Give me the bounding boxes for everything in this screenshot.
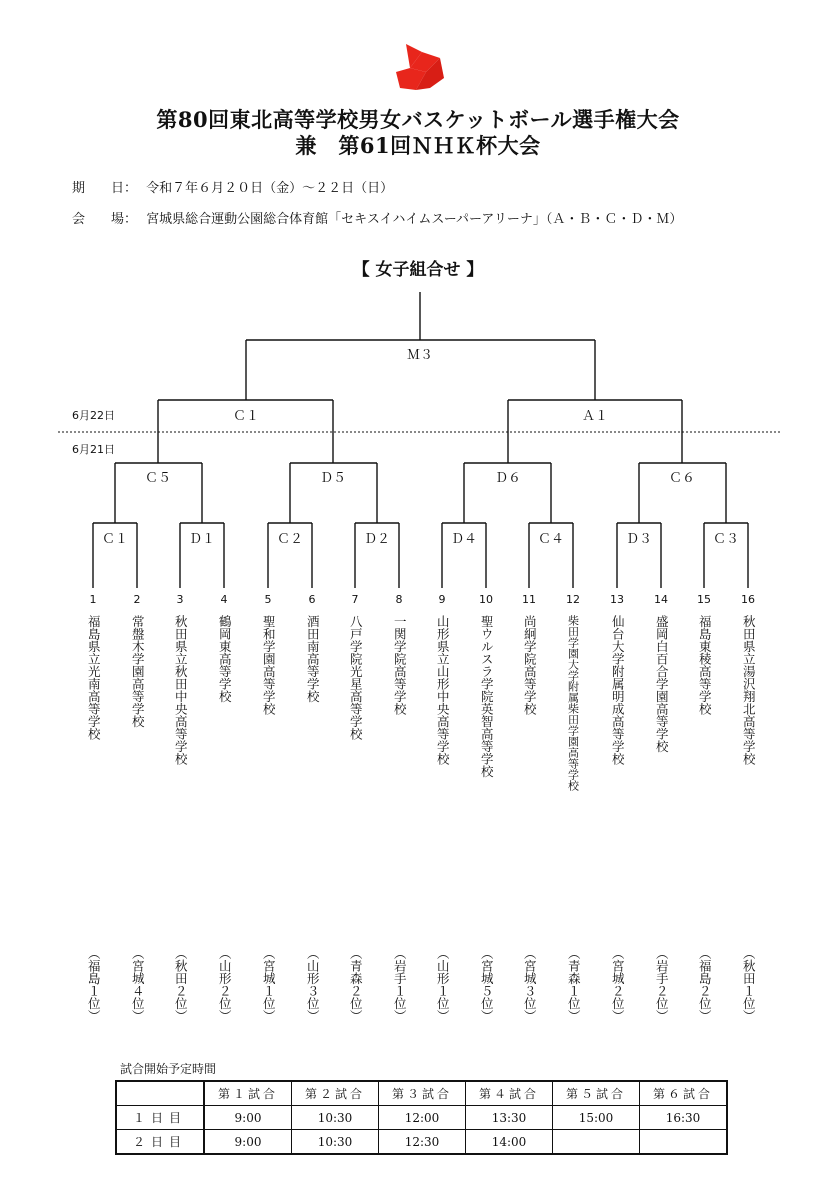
team-qualification: （山形１位） [435,946,451,1022]
game-label-quarter-1: Ｃ５ [144,471,172,486]
schedule-time-cell: 14:00 [466,1130,553,1155]
team-name: 鶴岡東高等学校 [217,615,233,703]
schedule-time-cell: 9:00 [204,1106,292,1130]
game-label-first-1: Ｃ１ [101,532,129,547]
team-qualification: （青森１位） [566,946,582,1022]
schedule-header-cell: 第６試合 [640,1081,728,1106]
team-qualification: （秋田２位） [173,946,189,1022]
game-label-first-8: Ｃ３ [712,532,740,547]
game-label-quarter-4: Ｃ６ [668,471,696,486]
team-number: 5 [264,593,272,606]
schedule-time-cell [640,1130,728,1155]
team-entry [476,594,496,1059]
game-label-first-3: Ｃ２ [276,532,304,547]
team-name: 八戸学院光星高等学校 [348,615,364,740]
team-name: 聖ウルスラ学院英智高等学校 [479,615,495,778]
team-entry [694,594,714,1059]
team-entry [127,594,147,1059]
game-label-semi-2: Ａ１ [581,409,609,424]
team-qualification: （山形２位） [217,946,233,1022]
team-name: 柴田学園大学附属柴田学園高等学校 [566,615,580,791]
team-name: 盛岡白百合学園高等学校 [654,615,670,753]
team-entry [389,594,409,1059]
team-entry [607,594,627,1059]
team-name: 山形県立山形中央高等学校 [435,615,451,765]
schedule-day-label: １日目 [116,1106,204,1130]
team-qualification: （秋田１位） [741,946,757,1022]
date-day2: 6月22日 [72,409,115,422]
team-name: 仙台大学附属明成高等学校 [610,615,626,765]
team-qualification: （岩手１位） [392,946,408,1022]
schedule-header-cell: 第１試合 [204,1081,292,1106]
team-entry [563,594,583,1059]
period-label: 期 日： [72,181,138,196]
schedule-time-cell: 10:30 [292,1106,379,1130]
game-label-first-6: Ｃ４ [537,532,565,547]
team-entry [345,594,365,1059]
schedule-title: 試合開始予定時間 [120,1062,217,1076]
team-name: 常盤木学園高等学校 [130,615,146,728]
schedule-table [115,1080,728,1155]
team-number: 16 [741,593,755,606]
tournament-subtitle: 兼 第61回ＮＨＫ杯大会 [295,133,541,158]
bracket-heading: 【 女子組合せ 】 [352,260,484,280]
team-qualification: （岩手２位） [654,946,670,1022]
team-number: 6 [308,593,316,606]
team-number: 13 [610,593,624,606]
team-entry [214,594,234,1059]
game-label-first-5: Ｄ４ [450,532,478,547]
game-label-first-4: Ｄ２ [363,532,391,547]
team-number: 2 [133,593,141,606]
schedule-time-cell [553,1130,640,1155]
team-name: 福島県立光南高等学校 [86,615,102,740]
team-entry [83,594,103,1059]
tournament-title: 第80回東北高等学校男女バスケットボール選手権大会 [156,107,680,132]
team-qualification: （宮城４位） [130,946,146,1022]
schedule-header-cell: 第２試合 [292,1081,379,1106]
schedule-time-cell: 13:30 [466,1106,553,1130]
schedule-header-cell: 第３試合 [379,1081,466,1106]
schedule-day-label: ２日目 [116,1130,204,1155]
team-number: 15 [697,593,711,606]
team-number: 7 [351,593,359,606]
schedule-time-cell: 10:30 [292,1130,379,1155]
schedule-row [116,1106,727,1130]
schedule-time-cell: 16:30 [640,1106,728,1130]
team-name: 酒田南高等学校 [305,615,321,703]
team-qualification: （宮城１位） [261,946,277,1022]
game-label-final: Ｍ３ [406,348,434,363]
team-name: 秋田県立湯沢翔北高等学校 [741,615,757,765]
team-entry [651,594,671,1059]
schedule-header-row [116,1081,727,1106]
schedule-row [116,1130,727,1155]
team-name: 一関学院高等学校 [392,615,408,715]
team-qualification: （青森２位） [348,946,364,1022]
schedule-header-cell: 第４試合 [466,1081,553,1106]
team-number: 4 [220,593,228,606]
date-day1: 6月21日 [72,443,115,456]
team-number: 8 [395,593,403,606]
team-number: 11 [522,593,536,606]
team-qualification: （宮城２位） [610,946,626,1022]
period-value: 令和７年６月２０日（金）～２２日（日） [146,181,394,196]
team-entry [738,594,758,1059]
team-name: 秋田県立秋田中央高等学校 [173,615,189,765]
schedule-time-cell: 9:00 [204,1130,292,1155]
team-entry [258,594,278,1059]
team-qualification: （宮城３位） [522,946,538,1022]
game-label-semi-1: Ｃ１ [232,409,260,424]
team-qualification: （福島１位） [86,946,102,1022]
team-entry [519,594,539,1059]
schedule-time-cell: 15:00 [553,1106,640,1130]
team-number: 10 [479,593,493,606]
team-number: 1 [89,593,97,606]
team-entry [432,594,452,1059]
game-label-quarter-2: Ｄ５ [319,471,347,486]
game-label-first-7: Ｄ３ [625,532,653,547]
schedule-header-cell: 第５試合 [553,1081,640,1106]
team-number: 9 [438,593,446,606]
team-qualification: （宮城５位） [479,946,495,1022]
schedule-time-cell: 12:30 [379,1130,466,1155]
team-number: 12 [566,593,580,606]
team-name: 尚絅学院高等学校 [522,615,538,715]
team-entry [170,594,190,1059]
team-number: 3 [176,593,184,606]
schedule-corner-cell [116,1081,204,1106]
team-qualification: （山形３位） [305,946,321,1022]
game-label-first-2: Ｄ１ [188,532,216,547]
game-label-quarter-3: Ｄ６ [494,471,522,486]
team-qualification: （福島２位） [697,946,713,1022]
venue-value: 宮城県総合運動公園総合体育館「セキスイハイムスーパーアリーナ」（Ａ・Ｂ・Ｃ・Ｄ・Ｍ） [146,212,683,227]
team-number: 14 [654,593,668,606]
team-name: 聖和学園高等学校 [261,615,277,715]
venue-label: 会 場： [72,212,138,227]
schedule-time-cell: 12:00 [379,1106,466,1130]
team-name: 福島東稜高等学校 [697,615,713,715]
team-entry [302,594,322,1059]
